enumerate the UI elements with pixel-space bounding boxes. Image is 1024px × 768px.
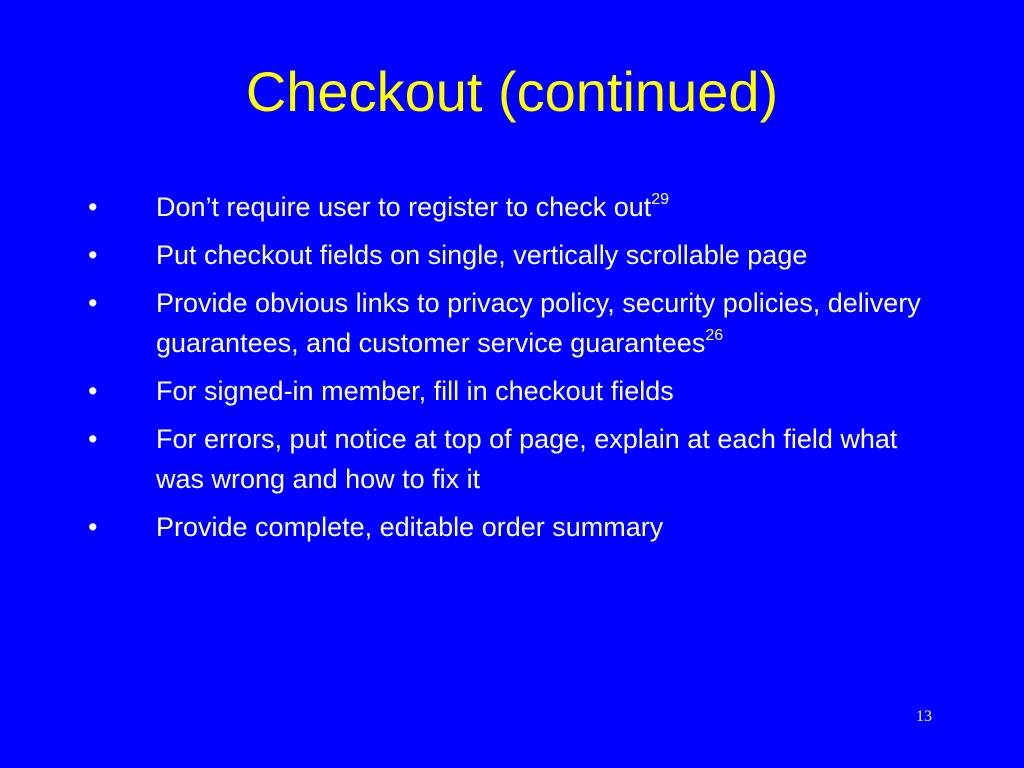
bullet-marker: •: [88, 376, 98, 406]
bullet-item-2: [88, 235, 948, 275]
bullet-text: For signed-in member, fill in checkout fields: [156, 376, 674, 406]
bullet-marker: •: [88, 192, 98, 222]
page-number: 13: [916, 708, 932, 725]
bullet-item-6: [88, 507, 948, 547]
bullet-marker: •: [88, 288, 98, 318]
bullet-item-3: [88, 283, 948, 363]
bullet-marker: •: [88, 240, 98, 270]
bullet-text: Put checkout fields on single, vertically scrollable page: [156, 240, 808, 270]
bullet-text: Provide complete, editable order summary: [156, 512, 664, 542]
bullet-list: [88, 187, 948, 555]
bullet-text: For errors, put notice at top of page, explain at each field what was wrong and how to fix it: [156, 424, 898, 494]
bullet-item-1: [88, 187, 948, 227]
bullet-marker: •: [88, 512, 98, 542]
bullet-marker: •: [88, 424, 98, 454]
bullet-text: Don’t require user to register to check out: [156, 192, 652, 222]
bullet-item-5: [88, 419, 948, 499]
slide-title: Checkout (continued): [245, 60, 779, 123]
citation-superscript: 29: [651, 191, 670, 208]
citation-superscript: 26: [705, 327, 724, 344]
bullet-text: Provide obvious links to privacy policy, security policies, delivery guarantees, and customer service guarantees: [156, 288, 921, 358]
bullet-item-4: [88, 371, 948, 411]
